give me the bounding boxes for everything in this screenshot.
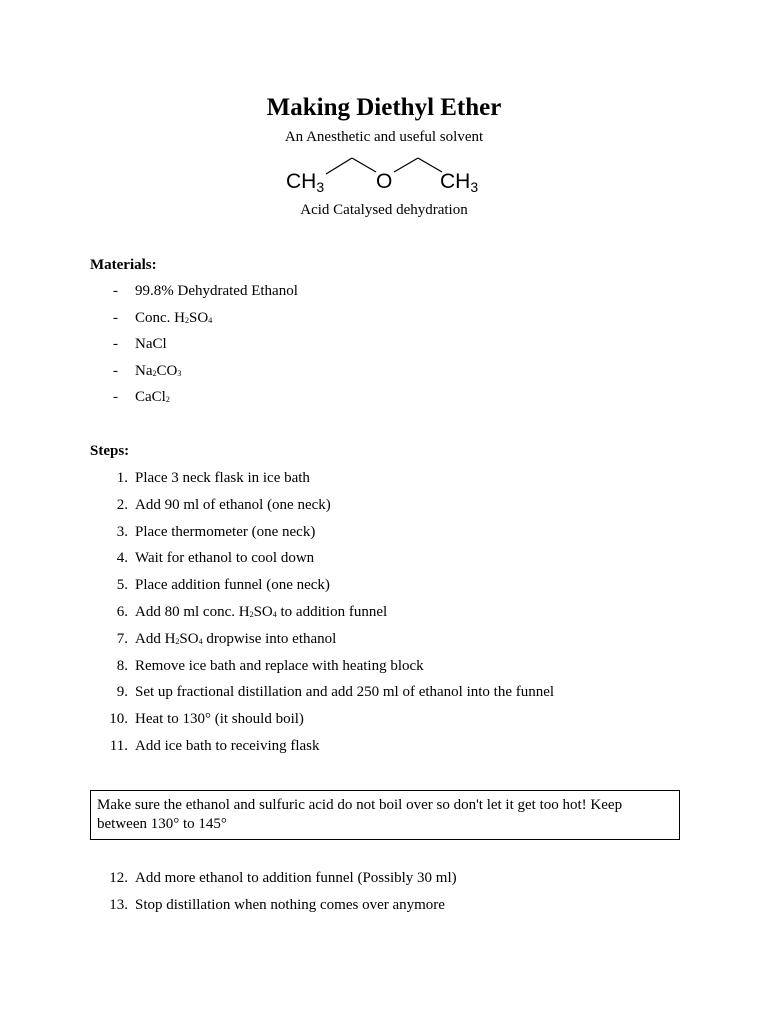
molecule-left-group: [286, 170, 324, 195]
right-group-main: CH: [440, 170, 471, 193]
document-subtitle: An Anesthetic and useful solvent: [284, 129, 484, 145]
list-bullet: -: [113, 283, 118, 299]
list-item-text: Add H2SO4 dropwise into ethanol: [135, 630, 337, 647]
molecule-caption: Acid Catalysed dehydration: [300, 202, 468, 218]
list-item-text: 99.8% Dehydrated Ethanol: [135, 283, 298, 299]
left-group-sub: 3: [316, 179, 325, 195]
subscript: 2: [165, 395, 170, 405]
list-item-text: Add ice bath to receiving flask: [135, 738, 320, 754]
list-item-text: Add 90 ml of ethanol (one neck): [135, 496, 331, 513]
bond-right-fall: [418, 158, 442, 172]
list-item-text: Conc. H2SO4: [135, 309, 213, 326]
subscript: 4: [272, 610, 277, 619]
subscript: 2: [175, 636, 180, 646]
subscript: 2: [152, 368, 157, 378]
step-item: [0, 709, 768, 729]
list-item-text: Stop distillation when nothing comes over anymore: [135, 896, 445, 913]
list-item-text: Add 80 ml conc. H2SO4 to addition funnel: [135, 604, 388, 620]
material-item: [0, 387, 768, 407]
warning-box: [90, 790, 680, 840]
warning-text: Make sure the ethanol and sulfuric acid do not boil over so don't let it get too hot! Keep between 130° to 145°: [97, 797, 623, 832]
right-group-sub: 3: [470, 179, 479, 195]
step-item: [0, 868, 768, 888]
list-number: 6.: [116, 604, 128, 620]
step-item: [0, 629, 768, 649]
list-bullet: -: [113, 362, 118, 379]
list-number: 12.: [109, 870, 128, 886]
bond-left-fall: [352, 158, 376, 172]
step-item: [0, 548, 768, 568]
list-item-text: Place 3 neck flask in ice bath: [135, 470, 310, 486]
step-item: [0, 495, 768, 515]
list-number: 11.: [109, 738, 128, 754]
step-item: [0, 656, 768, 676]
step-item: [0, 736, 768, 756]
subscript: 2: [249, 610, 254, 619]
list-number: 7.: [116, 630, 128, 647]
step-item: [0, 522, 768, 542]
list-number: 10.: [109, 711, 128, 728]
list-bullet: -: [113, 389, 118, 406]
list-item-text: Remove ice bath and replace with heating block: [135, 657, 424, 674]
material-item: [0, 361, 768, 381]
step-item: [0, 575, 768, 595]
step-item: [0, 468, 768, 488]
subscript: 4: [198, 636, 203, 646]
list-number: 8.: [116, 657, 128, 674]
molecule-oxygen: O: [376, 170, 393, 193]
molecule-right-group: [440, 170, 478, 195]
list-item-text: NaCl: [135, 336, 167, 353]
material-item: [0, 308, 768, 328]
material-item: [0, 334, 768, 354]
subscript: 2: [185, 315, 189, 325]
list-item-text: Na2CO3: [135, 362, 182, 379]
list-bullet: -: [113, 309, 118, 326]
list-number: 1.: [116, 470, 128, 486]
document-title: Making Diethyl Ether: [266, 94, 502, 121]
subscript: 3: [177, 368, 182, 378]
list-number: 4.: [116, 550, 128, 567]
diethyl-ether-structure: [280, 152, 490, 196]
list-bullet: -: [113, 336, 118, 353]
list-item-text: CaCl2: [135, 389, 170, 406]
bond-left-rise: [326, 158, 352, 174]
step-item: [0, 602, 768, 622]
step-item: [0, 682, 768, 702]
list-item-text: Set up fractional distillation and add 250 ml of ethanol into the funnel: [135, 684, 555, 701]
materials-heading: Materials:: [90, 257, 157, 273]
step-item: [0, 895, 768, 915]
material-item: [0, 281, 768, 301]
steps-heading: Steps:: [90, 443, 130, 459]
subscript: 4: [208, 315, 213, 325]
left-group-main: CH: [286, 170, 317, 193]
bond-right-rise: [394, 158, 418, 172]
list-number: 3.: [116, 523, 128, 540]
list-number: 5.: [116, 577, 128, 594]
list-item-text: Heat to 130° (it should boil): [135, 711, 304, 728]
list-item-text: Add more ethanol to addition funnel (Possibly 30 ml): [135, 870, 457, 886]
list-item-text: Place thermometer (one neck): [135, 523, 316, 540]
list-number: 9.: [116, 684, 128, 701]
list-number: 2.: [116, 496, 128, 513]
list-item-text: Place addition funnel (one neck): [135, 577, 330, 594]
list-item-text: Wait for ethanol to cool down: [135, 550, 315, 567]
list-number: 13.: [109, 896, 128, 913]
